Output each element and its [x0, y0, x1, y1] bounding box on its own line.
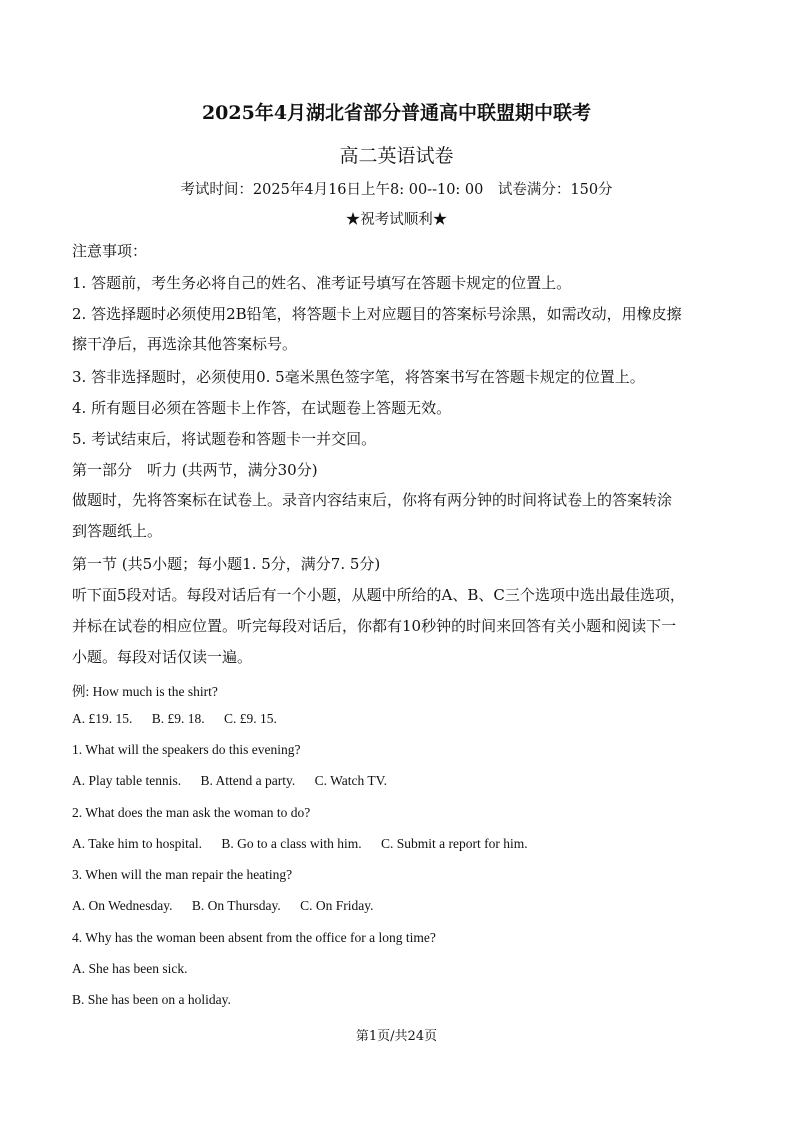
question-4-option-b: B. She has been on a holiday.	[72, 992, 231, 1007]
option-c: C. On Friday.	[300, 898, 374, 913]
exam-wish: ★祝考试顺利★	[345, 212, 448, 228]
notice-item: 3. 答非选择题时，必须使用0. 5毫米黑色签字笔，将答案书写在答题卡规定的位置上。	[72, 368, 645, 386]
question-4: 4. Why has the woman been absent from the office for a long time?	[72, 930, 436, 945]
option-a: A. Take him to hospital.	[72, 836, 203, 851]
notice-item: 4. 所有题目必须在答题卡上作答，在试题卷上答题无效。	[72, 399, 452, 417]
notice-heading: 注意事项：	[72, 242, 148, 260]
exam-subtitle: 高二英语试卷	[339, 145, 454, 167]
option-c: C. Submit a report for him.	[381, 836, 528, 851]
example-question: 例: How much is the shirt?	[72, 684, 218, 699]
notice-item: 2. 答选择题时必须使用2B铅笔，将答题卡上对应题目的答案标号涂黑，如需改动，用橡皮擦	[72, 305, 682, 323]
option-b: B. Go to a class with him.	[221, 836, 362, 851]
part1-heading: 第一部分 听力 (共两节，满分30分)	[72, 461, 318, 479]
option-b: B. £9. 18.	[151, 711, 205, 726]
question-2-options	[72, 836, 544, 852]
page-number: 第1页/共24页	[355, 1029, 438, 1044]
question-4-option-a: A. She has been sick.	[72, 961, 188, 976]
option-a: A. £19. 15.	[72, 711, 133, 726]
question-1-options	[72, 773, 403, 789]
question-1: 1. What will the speakers do this evening?	[72, 742, 301, 757]
section1-intro: 并标在试卷的相应位置。听完每段对话后，你都有10秒钟的时间来回答有关小题和阅读下一	[72, 617, 677, 635]
exam-title: 2025年4月湖北省部分普通高中联盟期中联考	[201, 102, 592, 124]
part1-intro: 到答题纸上。	[72, 522, 163, 540]
example-options	[72, 711, 293, 727]
option-c: C. £9. 15.	[224, 711, 277, 726]
question-3-options	[72, 898, 390, 914]
option-b: B. On Thursday.	[191, 898, 281, 913]
section1-intro: 小题。每段对话仅读一遍。	[72, 648, 253, 666]
section1-intro: 听下面5段对话。每段对话后有一个小题，从题中所给的A、B、C三个选项中选出最佳选项，	[72, 586, 685, 604]
option-a: A. On Wednesday.	[72, 898, 173, 913]
option-c: C. Watch TV.	[314, 773, 388, 788]
section1-heading: 第一节 (共5小题；每小题1. 5分，满分7. 5分)	[72, 555, 381, 573]
notice-item: 5. 考试结束后，将试题卷和答题卡一并交回。	[72, 430, 377, 448]
question-2: 2. What does the man ask the woman to do?	[72, 805, 311, 820]
option-a: A. Play table tennis.	[72, 773, 182, 788]
notice-item: 1. 答题前，考生务必将自己的姓名、准考证号填写在答题卡规定的位置上。	[72, 274, 572, 292]
option-b: B. Attend a party.	[200, 773, 296, 788]
notice-item: 擦干净后，再选涂其他答案标号。	[72, 335, 298, 353]
part1-intro: 做题时，先将答案标在试卷上。录音内容结束后，你将有两分钟的时间将试卷上的答案转涂	[72, 491, 673, 509]
question-3: 3. When will the man repair the heating?	[72, 867, 293, 882]
exam-time-info: 考试时间：2025年4月16日上午8: 00--10: 00 试卷满分：150分	[180, 182, 613, 198]
